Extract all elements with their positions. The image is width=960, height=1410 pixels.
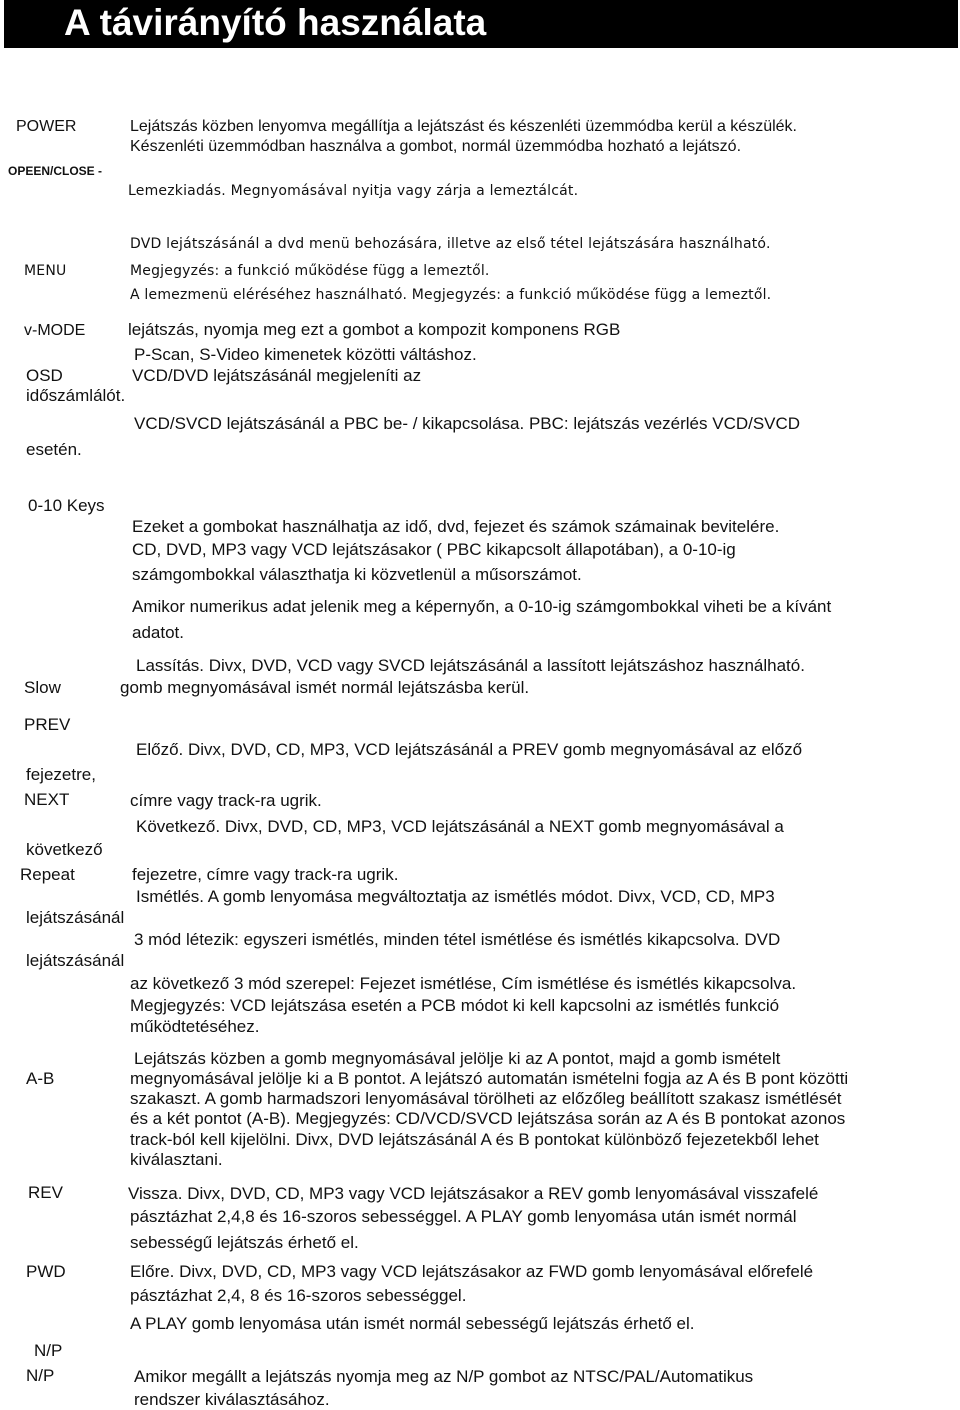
desc-ab-2: megnyomásával jelölje ki a B pontot. A lejátszó automatán ismételni fogja az A és B pont közötti <box>130 1069 849 1088</box>
desc-open-close: Lemezkiadás. Megnyomásával nyitja vagy zárja a lemeztálcát. <box>128 183 579 199</box>
key-label-np-1: N/P <box>34 1341 63 1360</box>
desc-power-2: Készenléti üzemmódban használva a gombot, normál üzemmódba hozható a lejátszó. <box>130 138 742 155</box>
desc-repeat-cont-2: lejátszásánál <box>26 951 125 970</box>
desc-menu-3: A lemezmenü eléréséhez használható. Megjegyzés: a funkció működése függ a lemeztől. <box>130 287 772 303</box>
desc-next-1: Következő. Divx, DVD, CD, MP3, VCD lejátszásánál a NEXT gomb megnyomásával a <box>136 817 784 836</box>
desc-keys-5: adatot. <box>132 623 184 642</box>
desc-ab-1: Lejátszás közben a gomb megnyomásával jelölje ki az A pontot, majd a gomb ismételt <box>134 1049 781 1068</box>
desc-rev-1: Vissza. Divx, DVD, CD, MP3 vagy VCD lejátszásakor a REV gomb lenyomásával visszafelé <box>128 1184 819 1203</box>
key-label-vmode: v-MODE <box>24 322 86 339</box>
desc-ab-4: és a két pontot (A-B). Megjegyzés: CD/VCD/SVCD lejátszása során az A és B pontokat azonos <box>130 1109 846 1128</box>
page-title: A távirányító használata <box>64 2 487 43</box>
desc-ab-6: kiválasztani. <box>130 1150 223 1169</box>
key-label-osd: OSD <box>26 366 63 385</box>
key-label-next: NEXT <box>24 790 70 809</box>
desc-ab-3: szakaszt. A gomb harmadszori lenyomásával törölheti az előzőleg beállított szakasz ismétlését <box>130 1089 842 1108</box>
desc-repeat-5: működtetéséhez. <box>130 1017 260 1036</box>
desc-repeat-1: Ismétlés. A gomb lenyomása megváltoztatja az ismétlés módot. Divx, VCD, CD, MP3 <box>136 887 775 906</box>
desc-pbc-1: VCD/SVCD lejátszásánál a PBC be- / kikapcsolása. PBC: lejátszás vezérlés VCD/SVCD <box>134 414 801 433</box>
desc-np-2: rendszer kiválasztásához. <box>134 1390 330 1409</box>
desc-np-1: Amikor megállt a lejátszás nyomja meg az N/P gombot az NTSC/PAL/Automatikus <box>134 1367 754 1386</box>
key-label-pwd: PWD <box>26 1262 66 1281</box>
desc-repeat-3: az következő 3 mód szerepel: Fejezet ismétlése, Cím ismétlése és ismétlés kikapcsolva. <box>130 974 797 993</box>
key-label-np-2: N/P <box>26 1366 55 1385</box>
desc-next-cont: következő <box>26 840 103 859</box>
desc-keys-3: számgombokkal választhatja ki közvetlenül a műsorszámot. <box>132 565 582 584</box>
desc-vmode-1: lejátszás, nyomja meg ezt a gombot a kompozit komponens RGB <box>128 320 621 339</box>
desc-pwd-1: Előre. Divx, DVD, CD, MP3 vagy VCD lejátszásakor az FWD gomb lenyomásával előrefelé <box>130 1262 814 1281</box>
key-label-open-close: OPEEN/CLOSE - <box>8 164 103 178</box>
desc-ab-5: track-ból kell kijelölni. Divx, DVD lejátszásánál A és B pontokat különböző fejezetekből lehet <box>130 1130 819 1149</box>
desc-keys-2: CD, DVD, MP3 vagy VCD lejátszásakor ( PBC kikapcsolt állapotában), a 0-10-ig <box>132 540 736 559</box>
desc-prev-2: címre vagy track-ra ugrik. <box>130 791 322 810</box>
key-label-slow: Slow <box>24 678 61 697</box>
desc-rev-3: sebességű lejátszás érhető el. <box>130 1233 359 1252</box>
desc-keys-1: Ezeket a gombokat használhatja az idő, dvd, fejezet és számok számainak bevitelére. <box>132 517 780 536</box>
desc-slow-1: Lassítás. Divx, DVD, VCD vagy SVCD lejátszásánál a lassított lejátszáshoz használható. <box>136 656 805 675</box>
desc-prev-1: Előző. Divx, DVD, CD, MP3, VCD lejátszásánál a PREV gomb megnyomásával az előző <box>136 740 803 759</box>
desc-slow-2: gomb megnyomásával ismét normál lejátszásba kerül. <box>120 678 530 697</box>
desc-osd-1: VCD/DVD lejátszásánál megjeleníti az <box>132 366 422 385</box>
desc-pwd-3: A PLAY gomb lenyomása után ismét normál sebességű lejátszás érhető el. <box>130 1314 695 1333</box>
desc-pwd-2: pásztázhat 2,4, 8 és 16-szoros sebességgel. <box>130 1286 467 1305</box>
desc-pbc-cont: esetén. <box>26 440 82 459</box>
key-label-ab: A-B <box>26 1069 55 1088</box>
desc-menu-1: DVD lejátszásánál a dvd menü behozására, illetve az első tétel lejátszására használható. <box>130 236 771 252</box>
desc-power-1: Lejátszás közben lenyomva megállítja a lejátszást és készenléti üzemmódba kerül a készülék. <box>130 118 797 135</box>
desc-repeat-4: Megjegyzés: VCD lejátszása esetén a PCB módot ki kell kapcsolni az ismétlés funkció <box>130 996 780 1015</box>
desc-vmode-2: P-Scan, S-Video kimenetek közötti váltáshoz. <box>134 345 477 364</box>
desc-menu-2: Megjegyzés: a funkció működése függ a lemeztől. <box>130 263 490 279</box>
desc-prev-cont: fejezetre, <box>26 765 96 784</box>
desc-repeat-cont-1: lejátszásánál <box>26 908 125 927</box>
key-label-0-10: 0-10 Keys <box>28 496 105 515</box>
key-label-repeat: Repeat <box>20 865 75 884</box>
desc-next-2: fejezetre, címre vagy track-ra ugrik. <box>132 865 399 884</box>
key-label-power: POWER <box>16 118 77 135</box>
desc-repeat-2: 3 mód létezik: egyszeri ismétlés, minden tétel ismétlése és ismétlés kikapcsolva. DVD <box>134 930 781 949</box>
key-label-prev: PREV <box>24 715 71 734</box>
desc-osd-cont: időszámlálót. <box>26 386 126 405</box>
desc-keys-4: Amikor numerikus adat jelenik meg a képernyőn, a 0-10-ig számgombokkal viheti be a kívánt <box>132 597 832 616</box>
key-label-menu: MENU <box>24 263 67 279</box>
key-label-rev: REV <box>28 1183 63 1202</box>
desc-rev-2: pásztázhat 2,4,8 és 16-szoros sebességgel. A PLAY gomb lenyomása után ismét normál <box>130 1207 797 1226</box>
title-bar <box>4 0 958 48</box>
